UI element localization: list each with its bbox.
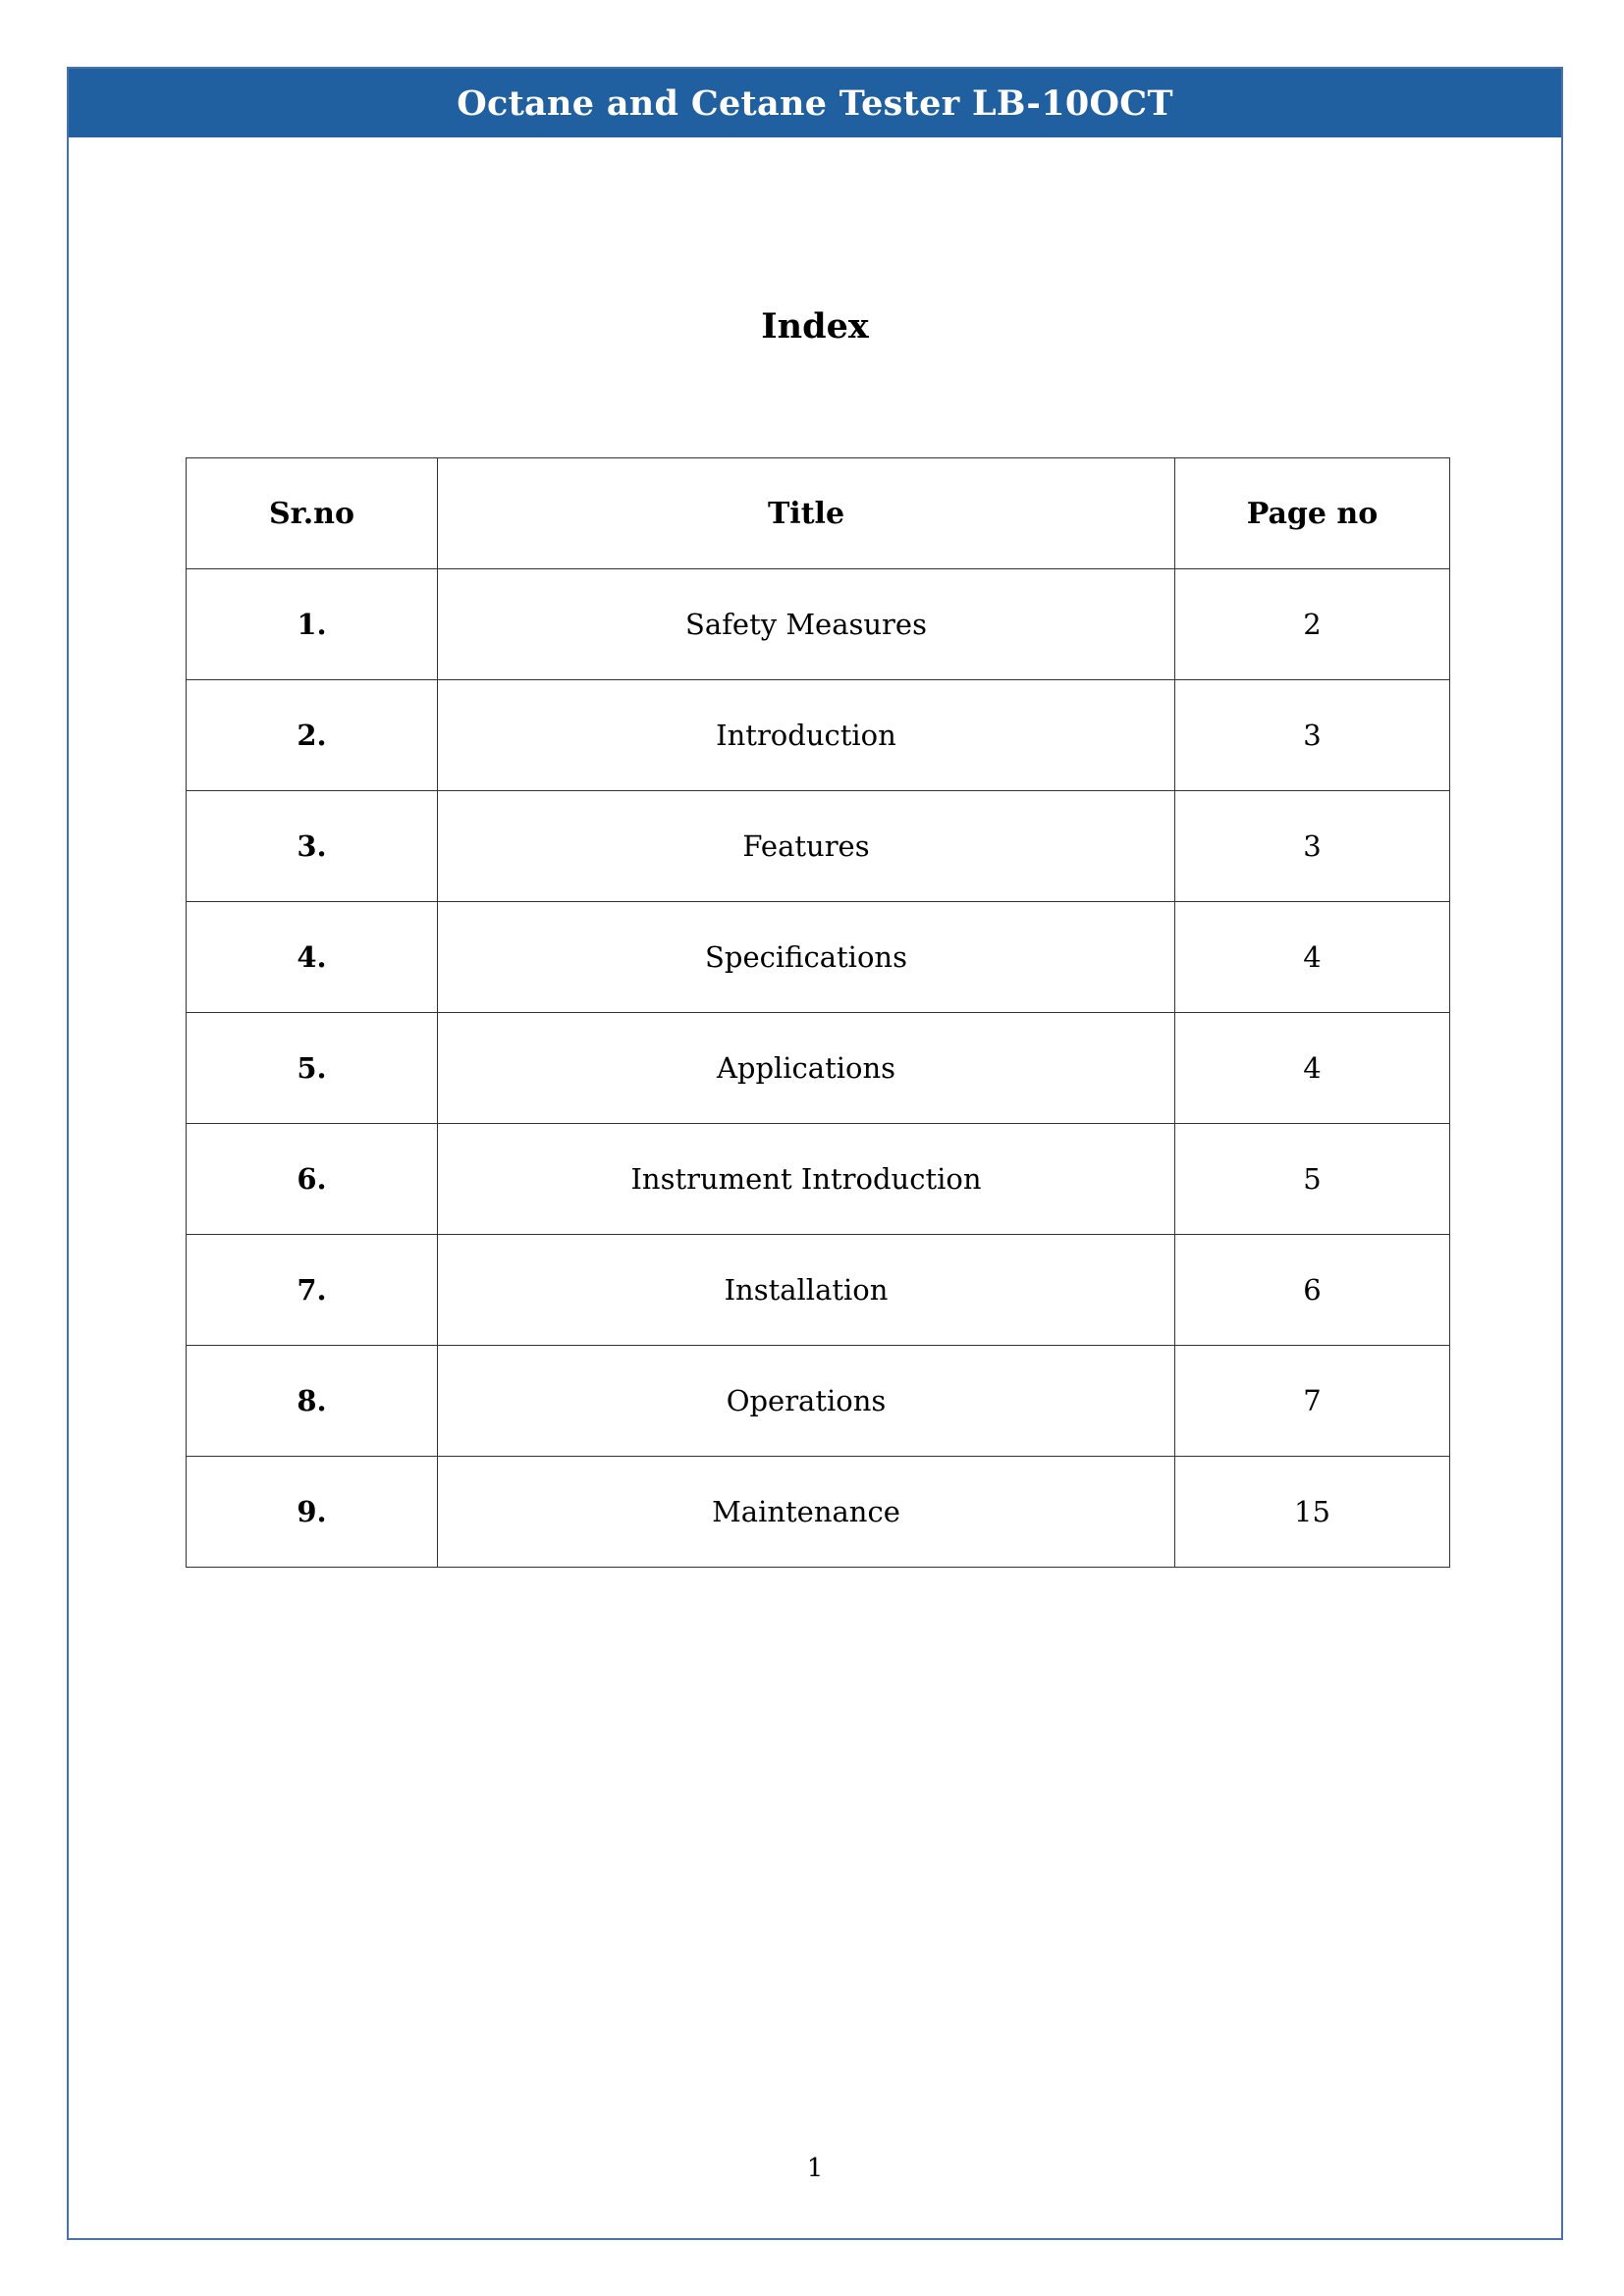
row-sr-no: 5. xyxy=(187,1013,438,1124)
row-title: Instrument Introduction xyxy=(438,1124,1175,1235)
page-number: 1 xyxy=(806,2154,824,2183)
row-page-no: 3 xyxy=(1175,791,1450,902)
row-sr-no: 2. xyxy=(187,680,438,791)
column-header-page-no: Page no xyxy=(1175,458,1450,569)
row-page-no: 4 xyxy=(1175,902,1450,1013)
table-header-row xyxy=(187,458,1450,569)
row-page-no: 3 xyxy=(1175,680,1450,791)
row-title: Operations xyxy=(438,1346,1175,1457)
table-row xyxy=(187,1235,1450,1346)
row-sr-no: 4. xyxy=(187,902,438,1013)
row-sr-no: 8. xyxy=(187,1346,438,1457)
document-title: Octane and Cetane Tester LB-10OCT xyxy=(457,82,1173,124)
table-row xyxy=(187,1124,1450,1235)
index-table xyxy=(186,457,1450,1568)
index-heading: Index xyxy=(761,306,869,347)
row-sr-no: 7. xyxy=(187,1235,438,1346)
row-page-no: 4 xyxy=(1175,1013,1450,1124)
document-header xyxy=(69,69,1561,137)
row-sr-no: 1. xyxy=(187,569,438,680)
row-sr-no: 9. xyxy=(187,1457,438,1568)
row-page-no: 6 xyxy=(1175,1235,1450,1346)
column-header-sr-no: Sr.no xyxy=(187,458,438,569)
row-title: Installation xyxy=(438,1235,1175,1346)
page-frame xyxy=(67,67,1563,2240)
table-row xyxy=(187,1457,1450,1568)
row-sr-no: 6. xyxy=(187,1124,438,1235)
row-title: Introduction xyxy=(438,680,1175,791)
row-title: Safety Measures xyxy=(438,569,1175,680)
row-title: Applications xyxy=(438,1013,1175,1124)
table-row xyxy=(187,902,1450,1013)
table-row xyxy=(187,680,1450,791)
row-title: Specifications xyxy=(438,902,1175,1013)
table-row xyxy=(187,1013,1450,1124)
row-title: Maintenance xyxy=(438,1457,1175,1568)
row-sr-no: 3. xyxy=(187,791,438,902)
row-page-no: 7 xyxy=(1175,1346,1450,1457)
row-page-no: 2 xyxy=(1175,569,1450,680)
table-row xyxy=(187,791,1450,902)
row-title: Features xyxy=(438,791,1175,902)
table-row xyxy=(187,1346,1450,1457)
table-row xyxy=(187,569,1450,680)
row-page-no: 5 xyxy=(1175,1124,1450,1235)
column-header-title: Title xyxy=(438,458,1175,569)
row-page-no: 15 xyxy=(1175,1457,1450,1568)
